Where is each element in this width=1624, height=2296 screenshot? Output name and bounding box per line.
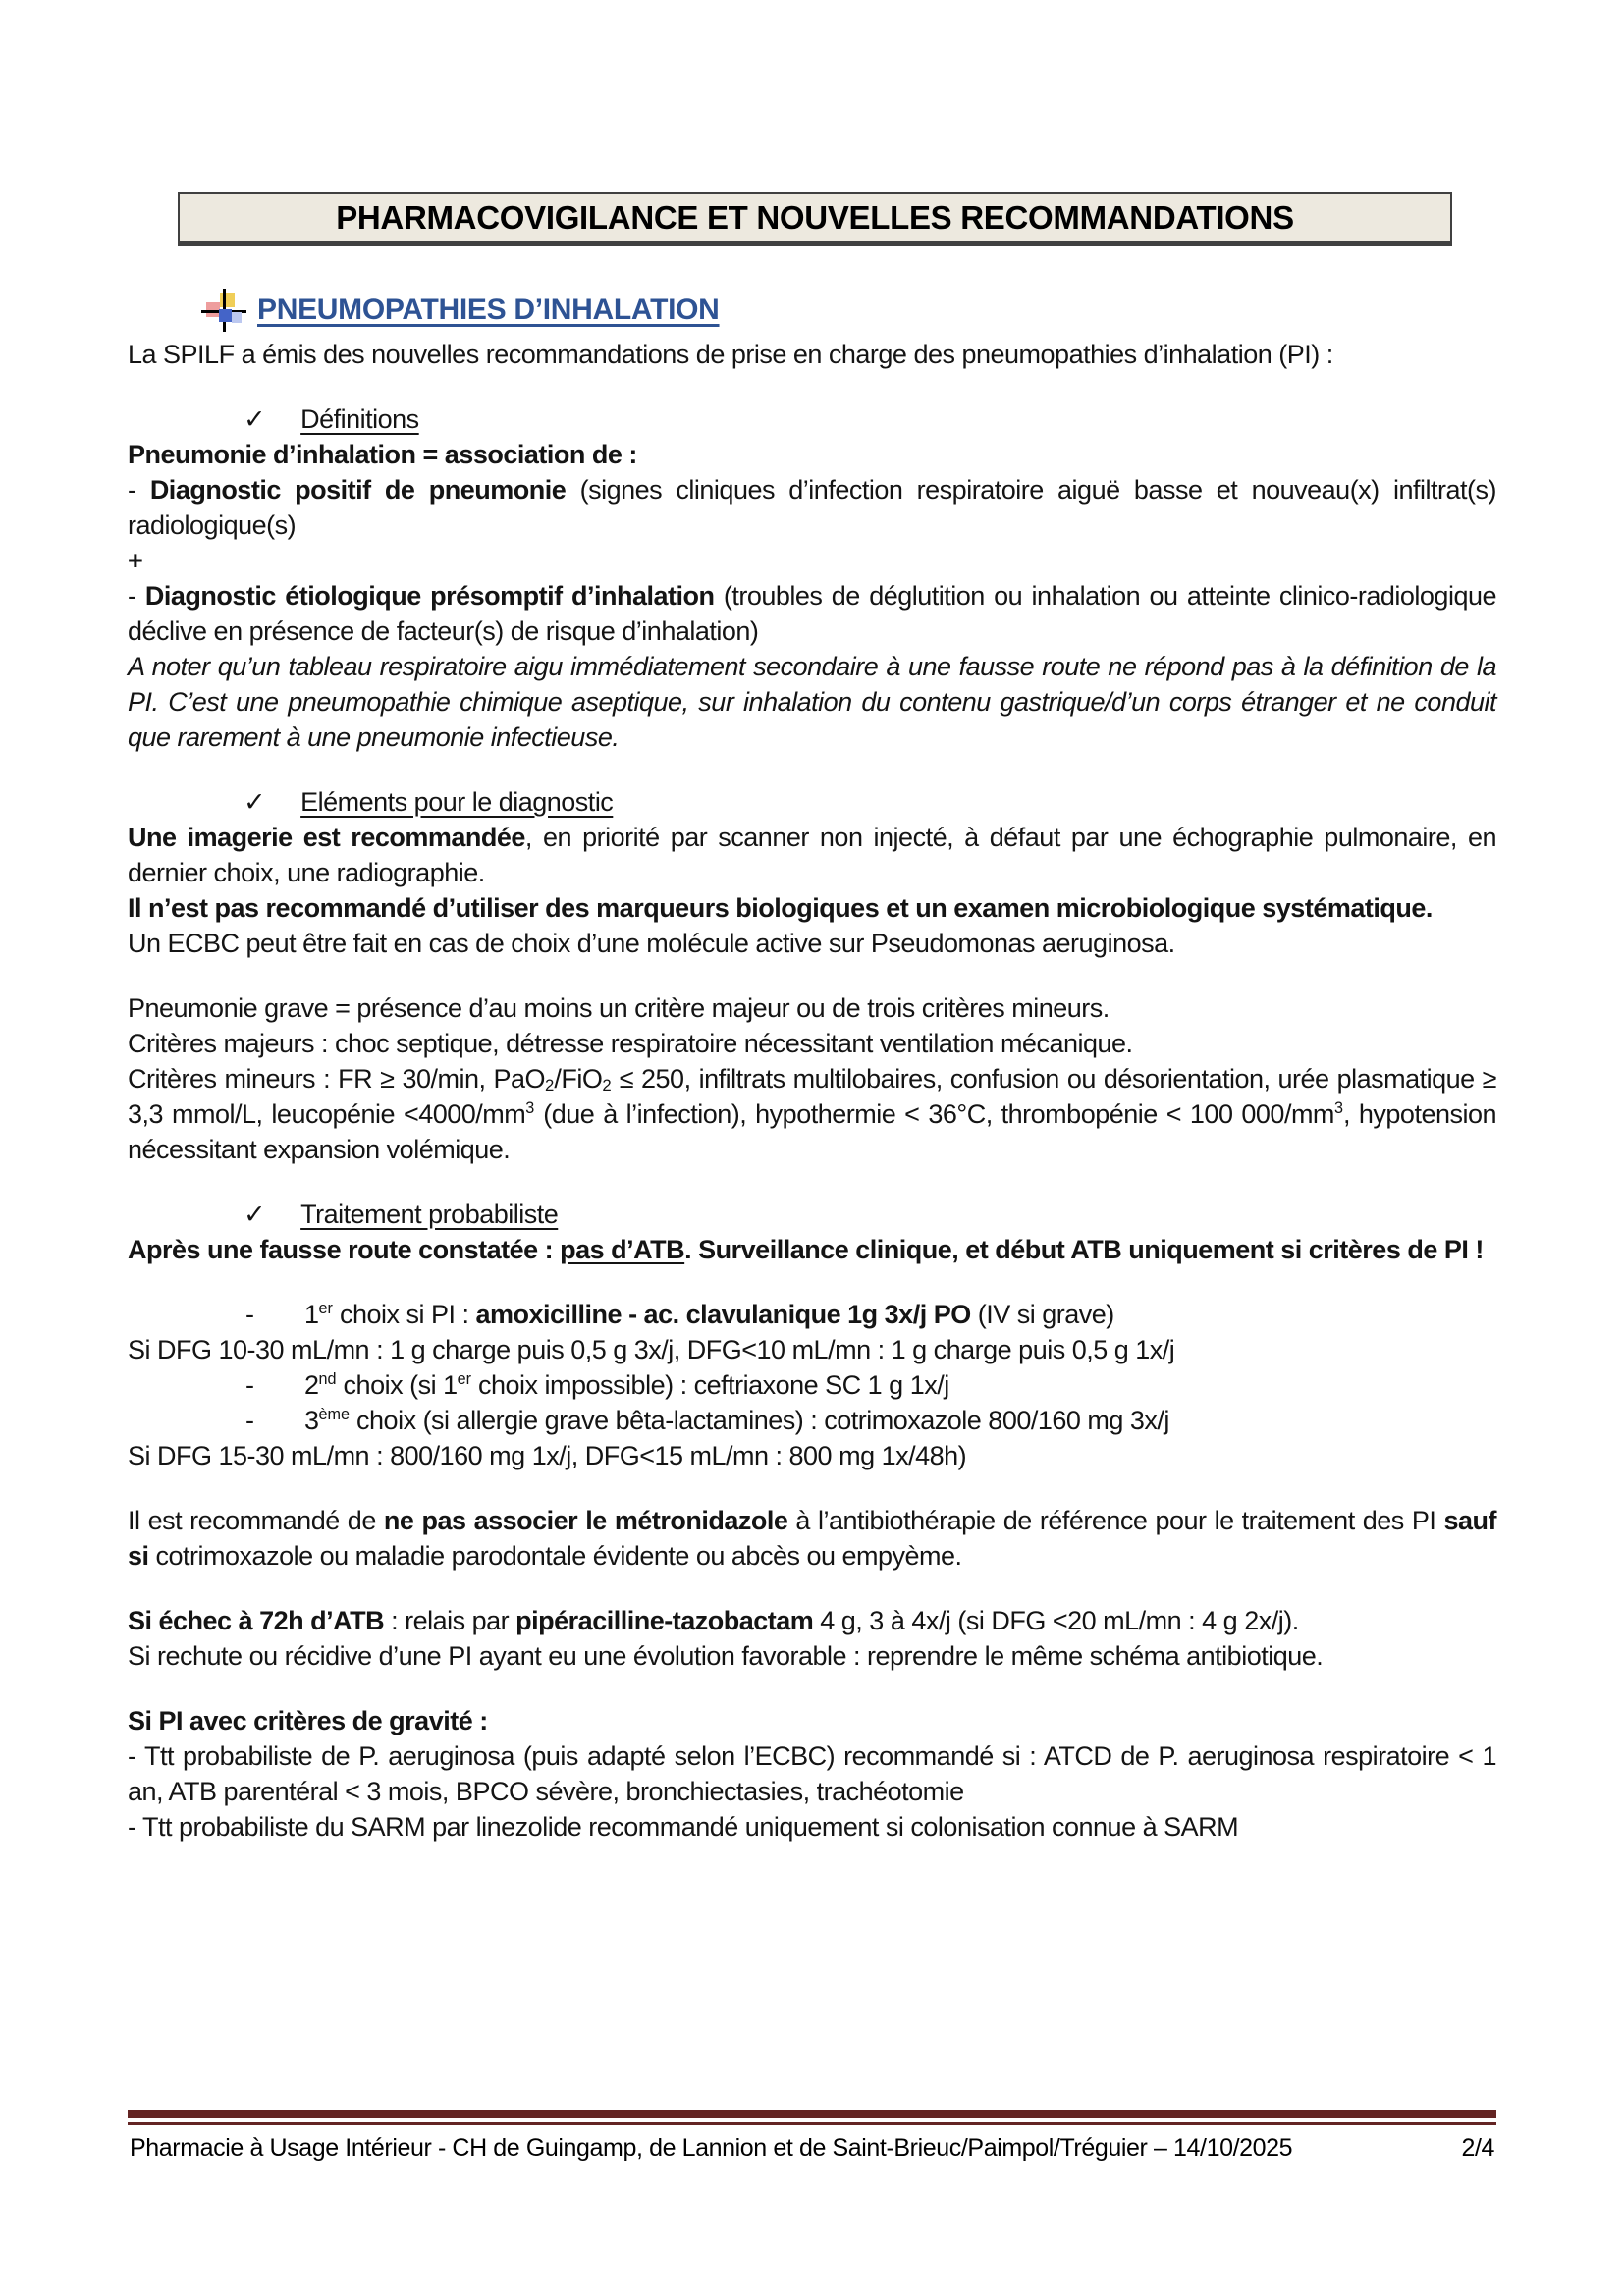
dash-bullet: - — [245, 1300, 254, 1329]
note-italic-paragraph: A noter qu’un tableau respiratoire aigu immédiatement secondaire à une fausse route ne répond pas à la définition de la PI. C’est une pneumopathie chimique aseptique, sur inhalation du contenu gastrique/d’un corps étranger et ne conduit que rarement à une pneumonie infectieuse. — [128, 652, 1496, 752]
imagerie-paragraph: Une imagerie est recommandée, en priorité par scanner non injecté, à défaut par une échographie pulmonaire, en dernier choix, une radiographie. — [128, 823, 1496, 887]
dfg-ligne2: Si DFG 15-30 mL/mn : 800/160 mg 1x/j, DFG<15 mL/mn : 800 mg 1x/48h) — [128, 1441, 967, 1470]
criteres-gravite-paragraph: Si PI avec critères de gravité : — [128, 1706, 488, 1735]
association-paragraph: Pneumonie d’inhalation = association de : — [128, 440, 637, 469]
section-heading — [206, 292, 1496, 329]
checkmark-icon: ✓ — [244, 1200, 266, 1229]
subheading-traitement-label: Traitement probabiliste — [300, 1200, 559, 1229]
ttt-sarm-paragraph: - Ttt probabiliste du SARM par linezolide recommandé uniquement si colonisation connue à SARM — [128, 1812, 1239, 1842]
subheading-definitions — [244, 401, 1496, 437]
metronidazole-paragraph: Il est recommandé de ne pas associer le métronidazole à l’antibiothérapie de référence pour le traitement des PI sauf si cotrimoxazole ou maladie parodontale évidente ou abcès ou empyème. — [128, 1506, 1496, 1571]
dash-bullet: - — [245, 1406, 254, 1435]
marqueurs-paragraph: Il n’est pas recommandé d’utiliser des marqueurs biologiques et un examen microbiologique systématique. — [128, 893, 1433, 923]
intro-paragraph: La SPILF a émis des nouvelles recommandations de prise en charge des pneumopathies d’inhalation (PI) : — [128, 340, 1333, 369]
page-number: 2/4 — [1461, 2134, 1494, 2162]
apres-fausse-route-paragraph: Après une fausse route constatée : pas d’ATB. Surveillance clinique, et début ATB uniquement si critères de PI ! — [128, 1235, 1484, 1264]
ecbc-paragraph: Un ECBC peut être fait en cas de choix d’une molécule active sur Pseudomonas aeruginosa. — [128, 929, 1175, 958]
footer-rule-thick — [128, 2110, 1496, 2118]
checkmark-icon: ✓ — [244, 787, 266, 817]
ttt-aeruginosa-paragraph: - Ttt probabiliste de P. aeruginosa (puis adapté selon l’ECBC) recommandé si : ATCD de P. aeruginosa respiratoire < 1 an, ATB parentéral < 3 mois, BPCO sévère, bronchiectasies, trachéotomie — [128, 1741, 1496, 1806]
dfg-ligne1: Si DFG 10-30 mL/mn : 1 g charge puis 0,5 g 3x/j, DFG<10 mL/mn : 1 g charge puis 0,5 g 1x/j — [128, 1335, 1175, 1364]
criteres-mineurs-paragraph: Critères mineurs : FR ≥ 30/min, PaO$_2$/FiO$_2$ ≤ 250, infiltrats multilobaires, confusion ou désorientation, urée plasmatique ≥ 3,3 mmol/L, leucopénie $<4000/mm^3$ (due à l’infection), hypothermie < 36°C, thrombopénie < 100 $000/mm^3$, hypotension nécessitant expansion volémique. — [128, 1064, 1497, 1164]
echec-72h-paragraph: Si échec à 72h d’ATB : relais par pipéracilline-tazobactam 4 g, 3 à 4x/j (si DFG <20 mL/mn : 4 g 2x/j). — [128, 1606, 1299, 1635]
dash-bullet: - — [245, 1370, 254, 1400]
page-title-box — [178, 192, 1452, 246]
section-title: PNEUMOPATHIES D’INHALATION — [257, 294, 720, 326]
diagnostic-positif-paragraph: - Diagnostic positif de pneumonie (signes cliniques d’infection respiratoire aiguë basse et nouveau(x) infiltrat(s) radiologique(s) — [128, 475, 1496, 540]
list-item-text: 3ème choix (si allergie grave bêta-lactamines) : cotrimoxazole 800/160 mg 3x/j — [304, 1406, 1169, 1435]
clover-bullet-icon — [206, 292, 242, 329]
list-item-second-choix — [128, 1367, 1496, 1403]
diagnostic-etiologique-paragraph: - Diagnostic étiologique présomptif d’inhalation (troubles de déglutition ou inhalation ou atteinte clinico-radiologique déclive en présence de facteur(s) de risque d’inhalation) — [128, 581, 1496, 646]
footer-text: Pharmacie à Usage Intérieur - CH de Guingamp, de Lannion et de Saint-Brieuc/Paimpol/Tréguier – 14/10/2025 — [130, 2134, 1293, 2162]
bullet-blue-square — [219, 309, 232, 322]
bullet-lightblue-square — [232, 312, 242, 323]
document-body — [128, 248, 1496, 1844]
pneumonie-grave-paragraph: Pneumonie grave = présence d’au moins un critère majeur ou de trois critères mineurs. — [128, 993, 1110, 1023]
list-item-text: 2nd choix (si 1er choix impossible) : ceftriaxone SC 1 g 1x/j — [304, 1370, 949, 1400]
list-item-premier-choix — [128, 1297, 1496, 1332]
subheading-traitement — [244, 1197, 1496, 1232]
list-item-text: 1er choix si PI : amoxicilline - ac. clavulanique 1g 3x/j PO (IV si grave) — [304, 1300, 1114, 1329]
rechute-paragraph: Si rechute ou récidive d’une PI ayant eu une évolution favorable : reprendre le même schéma antibiotique. — [128, 1641, 1324, 1671]
plus-sign-line: + — [128, 546, 143, 575]
list-item-troisieme-choix — [128, 1403, 1496, 1438]
footer-rule-thin — [128, 2122, 1496, 2125]
subheading-definitions-label: Définitions — [300, 404, 419, 434]
subheading-elements-label: Eléments pour le diagnostic — [300, 787, 614, 817]
subheading-elements — [244, 784, 1496, 820]
checkmark-icon: ✓ — [244, 404, 266, 434]
criteres-majeurs-paragraph: Critères majeurs : choc septique, détresse respiratoire nécessitant ventilation mécanique. — [128, 1029, 1133, 1058]
page-title: PHARMACOVIGILANCE ET NOUVELLES RECOMMANDATIONS — [336, 199, 1294, 236]
